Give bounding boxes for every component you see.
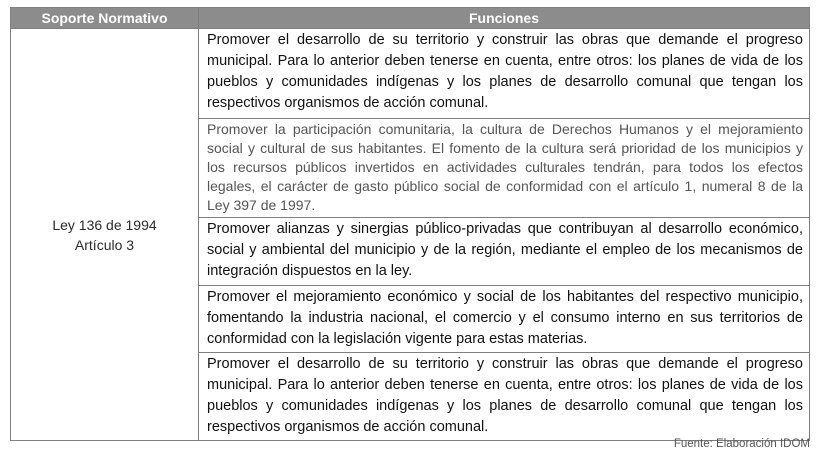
soporte-articulo: Artículo 3: [74, 236, 135, 253]
funcion-cell: Promover el desarrollo de su territorio y construir las obras que demande el progreso municipal. Para lo anterior deben tenerse en cuenta, entre otros: los planes de vida de los pueblos y comunidades indígenas y los planes de desarrollo comunal que tengan los respectivos organismos de acción comunal.: [199, 353, 810, 441]
funcion-cell: Promover la participación comunitaria, la cultura de Derechos Humanos y el mejoramiento social y cultural de sus habitantes. El fomento de la cultura será prioridad de los municipios y los recursos públicos invertidos en actividades culturales tendrán, para todos los efectos legales, el carácter de gasto público social de conformidad con el artículo 1, numeral 8 de la Ley 397 de 1997.: [199, 119, 810, 218]
funcion-cell: Promover alianzas y sinergias público-privadas que contribuyan al desarrollo económico, social y ambiental del municipio y de la región, mediante el empleo de los mecanismos de integración dispuestos en la ley.: [199, 218, 810, 286]
normative-table: [10, 7, 810, 441]
funcion-cell: Promover el desarrollo de su territorio y construir las obras que demande el progreso municipal. Para lo anterior deben tenerse en cuenta, entre otros: los planes de vida de los pueblos y comunidades indígenas y los planes de desarrollo comunal que tengan los respectivos organismos de acción comunal.: [199, 29, 810, 119]
table-row: [11, 29, 810, 119]
header-soporte-normativo: Soporte Normativo: [11, 8, 199, 29]
source-note: Fuente: Elaboración IDOM: [673, 438, 810, 450]
table-header-row: [11, 8, 810, 29]
soporte-cell: [11, 29, 199, 441]
soporte-ley: Ley 136 de 1994: [52, 216, 157, 233]
funcion-cell: Promover el mejoramiento económico y social de los habitantes del respectivo municipio, fomentando la industria nacional, el comercio y el consumo interno en sus territorios de conformidad con la legislación vigente para estas materias.: [199, 286, 810, 353]
header-funciones: Funciones: [199, 8, 810, 29]
